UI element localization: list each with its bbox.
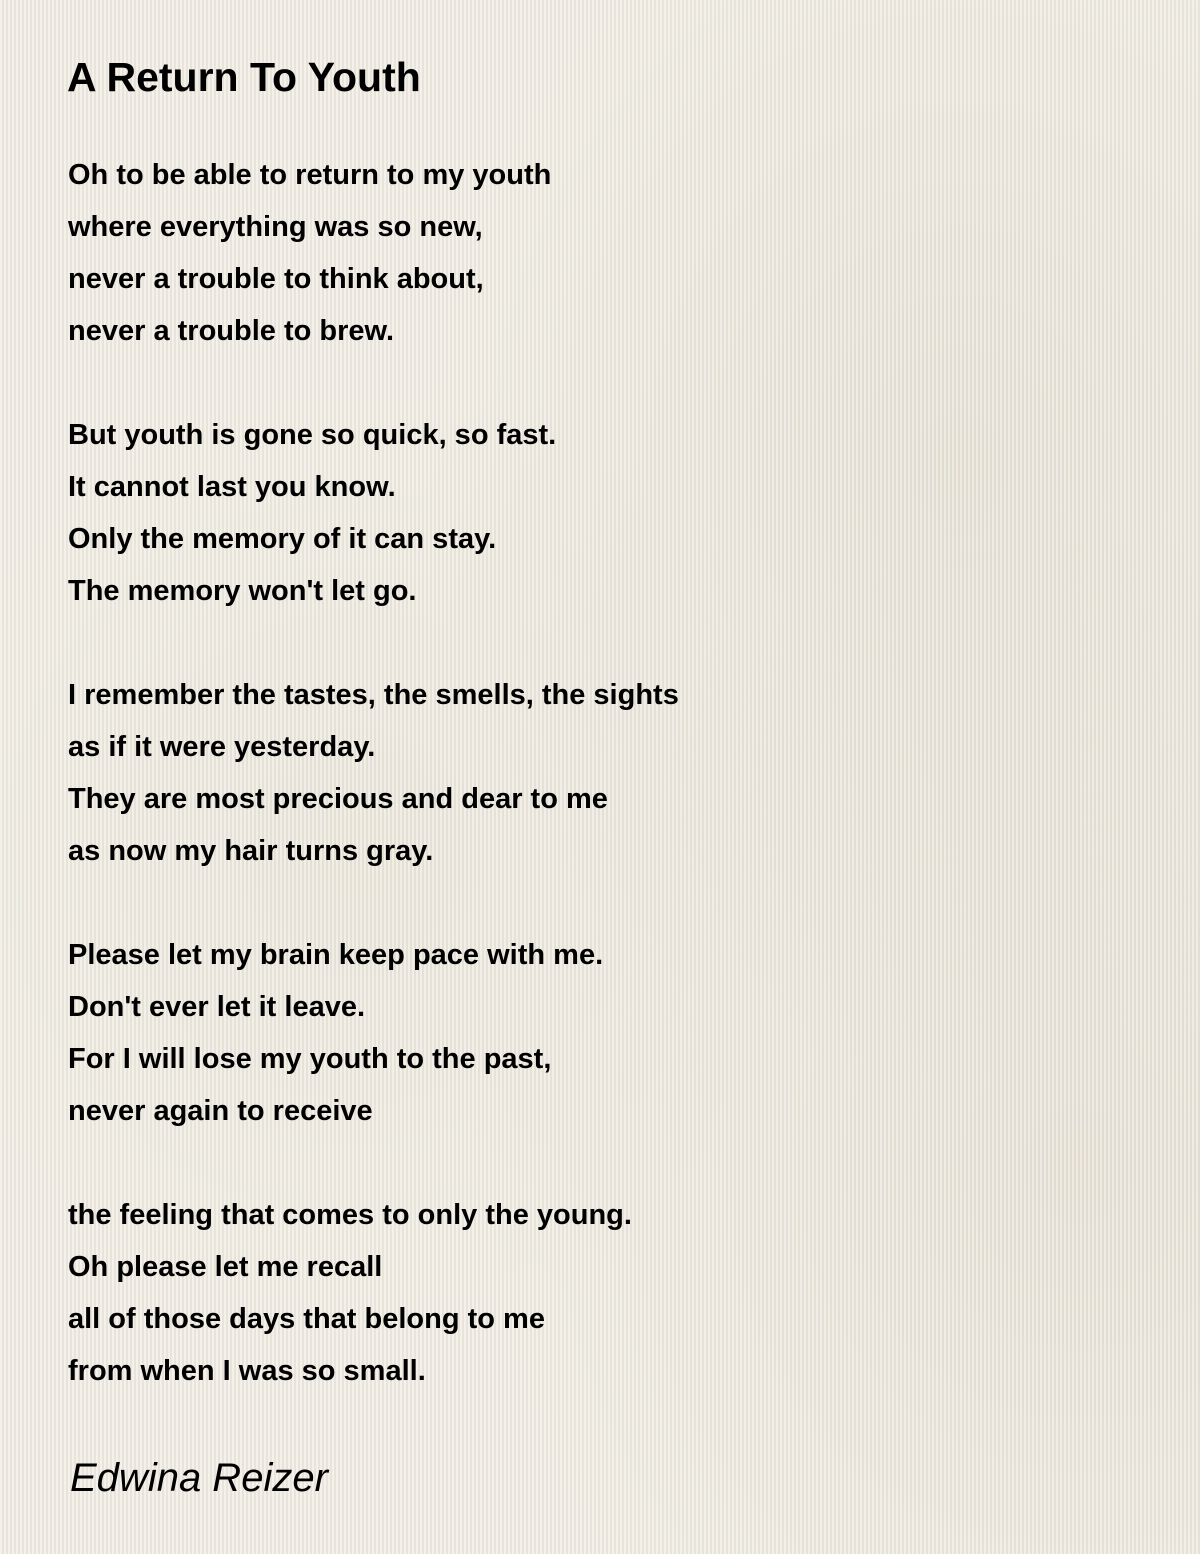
stanza bbox=[68, 149, 679, 357]
poem-line: from when I was so small. bbox=[68, 1355, 426, 1387]
poem-line: The memory won't let go. bbox=[68, 575, 417, 607]
poem-title: A Return To Youth bbox=[67, 54, 421, 100]
poem-line: But youth is gone so quick, so fast. bbox=[68, 419, 557, 451]
poem-line: as if it were yesterday. bbox=[68, 731, 376, 763]
poem-line: Oh to be able to return to my youth bbox=[68, 159, 552, 191]
stanza bbox=[68, 1189, 679, 1397]
stanza bbox=[68, 409, 679, 617]
stanza bbox=[68, 929, 679, 1137]
poem-line: They are most precious and dear to me bbox=[68, 783, 608, 815]
poem-line: Oh please let me recall bbox=[68, 1251, 383, 1283]
poem-line: the feeling that comes to only the young. bbox=[68, 1199, 632, 1231]
poem-line: all of those days that belong to me bbox=[68, 1303, 545, 1335]
poem-line: Please let my brain keep pace with me. bbox=[68, 939, 604, 971]
poem-line: never again to receive bbox=[68, 1095, 373, 1127]
poem-line: where everything was so new, bbox=[68, 211, 483, 243]
stanza bbox=[68, 669, 679, 877]
poem-line: never a trouble to think about, bbox=[68, 263, 484, 295]
poem-body bbox=[68, 149, 679, 1449]
poem-line: I remember the tastes, the smells, the sights bbox=[68, 679, 679, 711]
poem-line: never a trouble to brew. bbox=[68, 315, 395, 347]
poem-author: Edwina Reizer bbox=[70, 1456, 328, 1500]
poem-line: Only the memory of it can stay. bbox=[68, 523, 497, 555]
poem-line: as now my hair turns gray. bbox=[68, 835, 434, 867]
poem-line: It cannot last you know. bbox=[68, 471, 396, 503]
poem-line: For I will lose my youth to the past, bbox=[68, 1043, 552, 1075]
poem-line: Don't ever let it leave. bbox=[68, 991, 366, 1023]
